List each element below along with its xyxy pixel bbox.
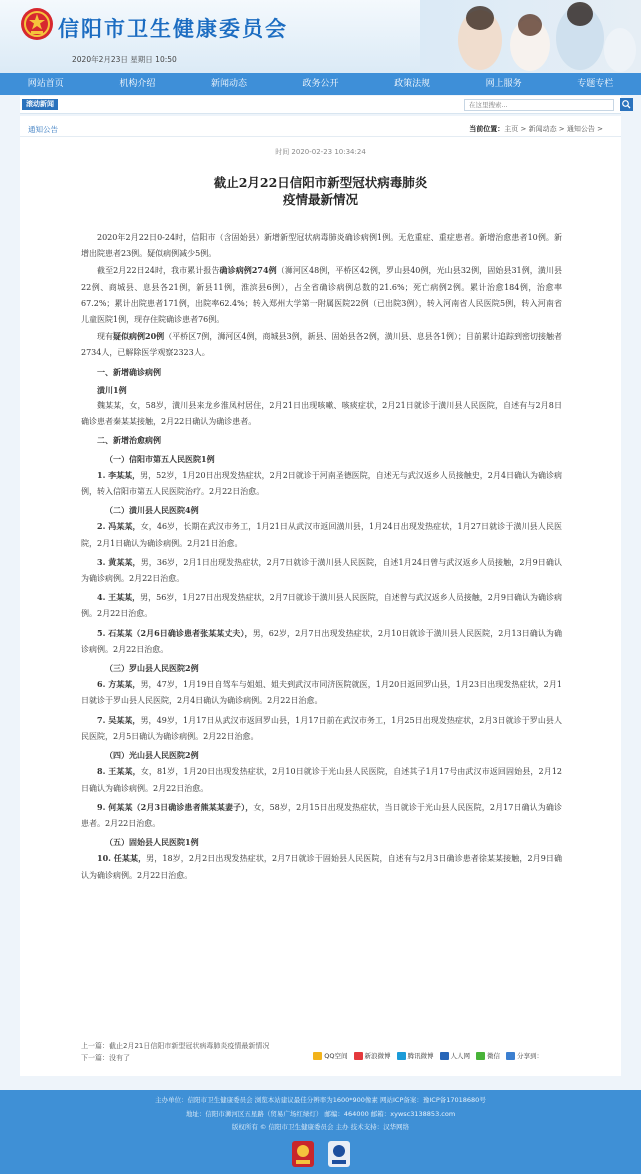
article-title — [20, 174, 621, 208]
qzone-icon — [313, 1052, 322, 1060]
share-bar — [313, 1051, 543, 1060]
footer-copyright: 版权所有 © 信阳市卫生健康委员会 主办 技术支持：汉华网络 — [231, 1123, 410, 1131]
location-label: 当前位置： — [469, 125, 505, 133]
case-2: 2. 冯某某，女，46岁，长期在武汉市务工，1月21日从武汉市返回潢川县，1月24日出现发热症状，1月27日就诊于潢川县人民医院，2月1日确认为确诊病例。2月21日治愈。 — [81, 521, 563, 548]
nav-news[interactable]: 新闻动态 — [210, 79, 247, 89]
case-5: 5. 石某某（2月6日确诊患者张某某丈夫），男，62岁，2月7日出现发热症状，2月10日就诊于潢川县人民医院，2月13日确认为确诊病例。2月22日治愈。 — [81, 627, 562, 654]
renren-icon — [440, 1052, 449, 1060]
tencent-weibo-icon — [397, 1052, 406, 1060]
section-name[interactable]: 通知公告 — [28, 125, 58, 134]
hospital-heading-4: （四）光山县人民医院2例 — [105, 750, 199, 761]
nav-government-affairs[interactable]: 政务公开 — [302, 79, 339, 89]
current-location — [469, 124, 603, 134]
footer-sponsor: 主办单位：信阳市卫生健康委员会 浏览本站建议最佳分辨率为1600*900像素 网站ICP备案：豫ICP备17018680号 — [155, 1096, 486, 1104]
search-icon — [620, 98, 633, 111]
search-input[interactable] — [464, 99, 614, 111]
case-6: 6. 方某某，男，47岁，1月19日自驾车与姐姐、姐夫到武汉市同济医院就医，1月20日返回罗山县，1月23日出现发热症状，2月1日就诊于罗山县人民医院，2月4日确认为确诊病例。2月22日治愈。 — [81, 679, 562, 706]
article-title-line1: 截止2月22日信阳市新型冠状病毒肺炎 — [213, 175, 428, 190]
share-renren[interactable]: 人人网 — [440, 1051, 471, 1060]
share-icon — [506, 1052, 515, 1060]
section-heading-new-cases: 一、新增确诊病例 — [97, 366, 161, 377]
case-10: 10. 任某某，男，18岁，2月2日出现发热症状，2月7日就诊于固始县人民医院，自述有与2月3日确诊患者徐某某接触，2月9日确认为确诊病例。2月22日治愈。 — [81, 853, 562, 880]
case-3: 3. 黄某某，男，36岁，2月1日出现发热症状，2月7日就诊于潢川县人民医院，自述1月24日曾与武汉返乡人员接触，2月9日确认为确诊病例。2月22日治愈。 — [81, 556, 563, 584]
hospital-heading-3: （三）罗山县人民医院2例 — [105, 663, 199, 674]
hospital-heading-2: （二）潢川县人民医院4例 — [105, 505, 199, 516]
search-button[interactable] — [620, 98, 633, 111]
breadcrumb — [20, 121, 621, 137]
article-panel — [20, 116, 621, 1076]
article-pagination — [81, 1040, 269, 1064]
scrolling-news-label: 滚动新闻 — [22, 99, 58, 110]
article-title-line2: 疫情最新情况 — [282, 192, 358, 207]
subheading-huangchuan: 潢川1例 — [97, 384, 127, 395]
police-badge-icon[interactable] — [327, 1140, 351, 1168]
header-family-photo — [420, 0, 641, 73]
article-body — [81, 230, 562, 884]
location-path[interactable]: 主页 > 新闻动态 > 通知公告 > — [504, 125, 603, 133]
share-tencent-weibo[interactable]: 腾讯微博 — [397, 1051, 434, 1060]
share-wechat[interactable]: 微信 — [476, 1051, 500, 1060]
share-more[interactable]: 分享到： — [506, 1051, 543, 1060]
footer-badges — [0, 1140, 641, 1168]
weibo-icon — [354, 1052, 363, 1060]
nav-special-topics[interactable]: 专题专栏 — [577, 79, 614, 89]
hospital-heading-1: （一）信阳市第五人民医院1例 — [105, 453, 215, 464]
news-search-bar — [20, 96, 621, 114]
case-9: 9. 何某某（2月3日确诊患者熊某某妻子），女，58岁，2月15日出现发热症状，当日就诊于光山县人民医院，2月17日确认为确诊患者。2月22日治愈。 — [81, 801, 562, 828]
national-emblem-icon — [20, 7, 54, 41]
hospital-heading-5: （五）固始县人民医院1例 — [105, 837, 199, 848]
case-7: 7. 吴某某，男，49岁，1月17日从武汉市返回罗山县，1月17日前在武汉市务工，1月25日出现发热症状，2月3日就诊于罗山县人民医院，2月5日确认为确诊病例。2月22日治愈。 — [81, 714, 562, 741]
nav-online-services[interactable]: 网上服务 — [485, 79, 522, 89]
paragraph-cumulative: 截至2月22日24时，我市累计报告确诊病例274例（浉河区48例，平桥区42例，罗山县40例，光山县32例，固始县31例，潢川县22例、商城县、息县各21例，新县11例，淮滨县6例），占全省确诊病例总数的21.6%；死亡病例2例。累计治愈184例，治愈率67.2%；累计出院患者171例，出院率62.4%；转入郑州大学第一附属医院22例（已出院3例），转入河南省人民医院5例，转入河南省儿童医院1例，现存住院确诊患者76例。 — [81, 265, 562, 325]
current-date: 2020年2月23日 星期日 10:50 — [72, 55, 177, 64]
site-title: 信阳市卫生健康委员会 — [58, 17, 288, 41]
footer-address: 地址：信阳市浉河区五星路（贸易广场红绿灯） 邮编：464000 邮箱：xywsc3138853.com — [185, 1109, 456, 1118]
nav-policies[interactable]: 政策法规 — [394, 79, 431, 89]
prev-article-link[interactable]: 上一篇：截止2月21日信阳市新型冠状病毒肺炎疫情最新情况 — [81, 1042, 270, 1050]
nav-about[interactable]: 机构介绍 — [119, 79, 156, 89]
paragraph-summary: 2020年2月22日0-24时，信阳市（含固始县）新增新型冠状病毒肺炎确诊病例1例。无危重症、重症患者。新增治愈患者10例。新增出院患者23例。疑似病例减少5例。 — [81, 233, 562, 259]
share-qzone[interactable]: QQ空间 — [313, 1051, 347, 1060]
case-8: 8. 王某某，女，81岁，1月20日出现发热症状，2月10日就诊于光山县人民医院，自述其子1月17号由武汉市返回固始县，2月12日确认为确诊病例。2月22日治愈。 — [81, 766, 562, 793]
share-weibo[interactable]: 新浪微博 — [354, 1051, 391, 1060]
post-time: 时间 2020-02-23 10:34:24 — [275, 148, 366, 156]
site-footer — [0, 1090, 641, 1174]
case-4: 4. 王某某，男，56岁，1月27日出现发热症状，2月7日就诊于潢川县人民医院，自述曾与武汉返乡人员接触，2月9日确认为确诊病例。2月22日治愈。 — [81, 592, 562, 619]
paragraph-suspected: 现有疑似病例20例（平桥区7例，浉河区4例，商城县3例，新县、固始县各2例，潢川县、息县各1例）；目前累计追踪到密切接触者2734人，已解除医学观察2323人。 — [81, 331, 562, 358]
case-1: 1. 李某某，男，52岁，1月20日出现发热症状，2月2日就诊于河南圣德医院，自述无与武汉返乡人员接触史，2月4日确认为确诊病例，转入信阳市第五人民医院治疗。2月22日治愈。 — [81, 469, 562, 497]
section-heading-recovered: 二、新增治愈病例 — [97, 435, 161, 446]
party-government-badge-icon[interactable] — [291, 1140, 315, 1168]
wechat-icon — [476, 1052, 485, 1060]
site-header — [0, 0, 641, 73]
nav-home[interactable]: 网站首页 — [27, 79, 64, 89]
main-nav — [0, 73, 641, 95]
next-article-link: 下一篇：没有了 — [81, 1054, 130, 1062]
case-new-confirmed: 魏某某，女，58岁，潢川县来龙乡淮凤村居住，2月21日出现咳嗽、咳痰症状，2月21日就诊于潢川县人民医院，自述有与2月8日确诊患者秦某某接触，2月22日确认为确诊患者。 — [81, 401, 562, 427]
